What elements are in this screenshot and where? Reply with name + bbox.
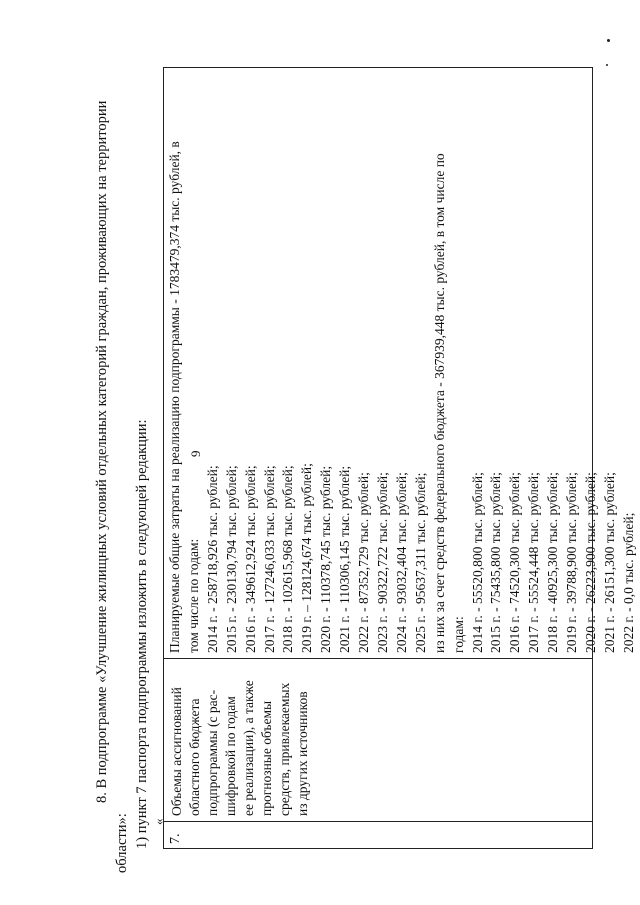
row-content xyxy=(166,73,639,653)
federal-year-item: 2019 г. - 39788,900 тыс. рублей; xyxy=(564,472,580,653)
total-year-item: 2016 г. - 349612,924 тыс. рублей; xyxy=(242,465,258,653)
section-heading-line-1: 8. В подпрограмме «Улучшение жилищных условий отдельных категорий граждан, проживающих на территории xyxy=(94,100,110,803)
total-year-item: 2014 г. - 258718,926 тыс. рублей; xyxy=(204,465,220,653)
label-line: ее реализации), а также xyxy=(241,680,256,816)
total-year-item: 2019 г. – 128124,674 тыс. рублей; xyxy=(299,463,315,653)
total-year-item: 2025 г. - 95637,311 тыс. рублей; xyxy=(412,472,428,653)
opening-quote-mark: « xyxy=(151,818,166,825)
amendment-instruction: 1) пункт 7 паспорта подпрограммы изложить в следующей редакции: xyxy=(134,419,150,849)
label-line: областного бюджета xyxy=(187,698,202,816)
total-year-item: 2022 г. - 87352,729 тыс. рублей; xyxy=(356,472,372,653)
total-year-item: 2015 г. - 230130,794 тыс. рублей; xyxy=(223,465,239,653)
federal-year-item: 2016 г. - 74520,300 тыс. рублей; xyxy=(507,472,523,653)
total-year-item: 2018 г. - 102615,968 тыс. рублей; xyxy=(280,465,296,653)
section-heading-line-2: области»: xyxy=(114,813,130,873)
column-divider xyxy=(164,821,592,822)
label-line: подпрограммы (с рас- xyxy=(205,689,220,816)
row-label xyxy=(168,666,312,816)
page-number: 9 xyxy=(188,450,203,457)
total-year-item: 2021 г. - 110306,145 тыс. рублей; xyxy=(337,465,353,653)
passport-table xyxy=(163,67,636,849)
label-line: из других источников xyxy=(295,691,310,816)
total-year-item: 2017 г. - 127246,033 тыс. рублей; xyxy=(261,465,277,653)
federal-year-item: 2021 г. - 26151,300 тыс. рублей; xyxy=(601,472,617,653)
label-line: средств, привлекаемых xyxy=(277,682,292,816)
federal-year-item: 2014 г. - 55520,800 тыс. рублей; xyxy=(469,472,485,653)
column-divider xyxy=(164,658,592,659)
federal-text: из них за счет средств федерального бюджета - 367939,448 тыс. рублей, в том числе по xyxy=(431,153,447,653)
label-line: Объемы ассигнований xyxy=(169,687,184,816)
total-text: Планируемые общие затраты на реализацию подпрограммы - 1783479,374 тыс. рублей, в xyxy=(167,141,182,653)
total-text: том числе по годам: xyxy=(185,538,201,653)
total-year-item: 2023 г. - 90322,722 тыс. рублей; xyxy=(374,472,390,653)
total-year-item: 2020 г. - 110378,745 тыс. рублей; xyxy=(318,465,334,653)
federal-text: годам: xyxy=(450,616,466,653)
row-number: 7. xyxy=(168,833,183,844)
label-line: шифровкой по годам xyxy=(223,696,238,816)
federal-year-item: 2017 г. - 55524,448 тыс. рублей; xyxy=(526,472,542,653)
total-year-item: 2024 г. - 93032,404 тыс. рублей; xyxy=(393,472,409,653)
federal-year-item: 2015 г. - 75435,800 тыс. рублей; xyxy=(488,472,504,653)
federal-year-item: 2022 г. - 0,0 тыс. рублей; xyxy=(620,512,636,653)
federal-year-item: 2018 г. - 40925,300 тыс. рублей; xyxy=(545,472,561,653)
federal-year-item: 2020 г. - 26223,900 тыс. рублей; xyxy=(582,472,598,653)
label-line: прогнозные объемы xyxy=(259,700,274,816)
